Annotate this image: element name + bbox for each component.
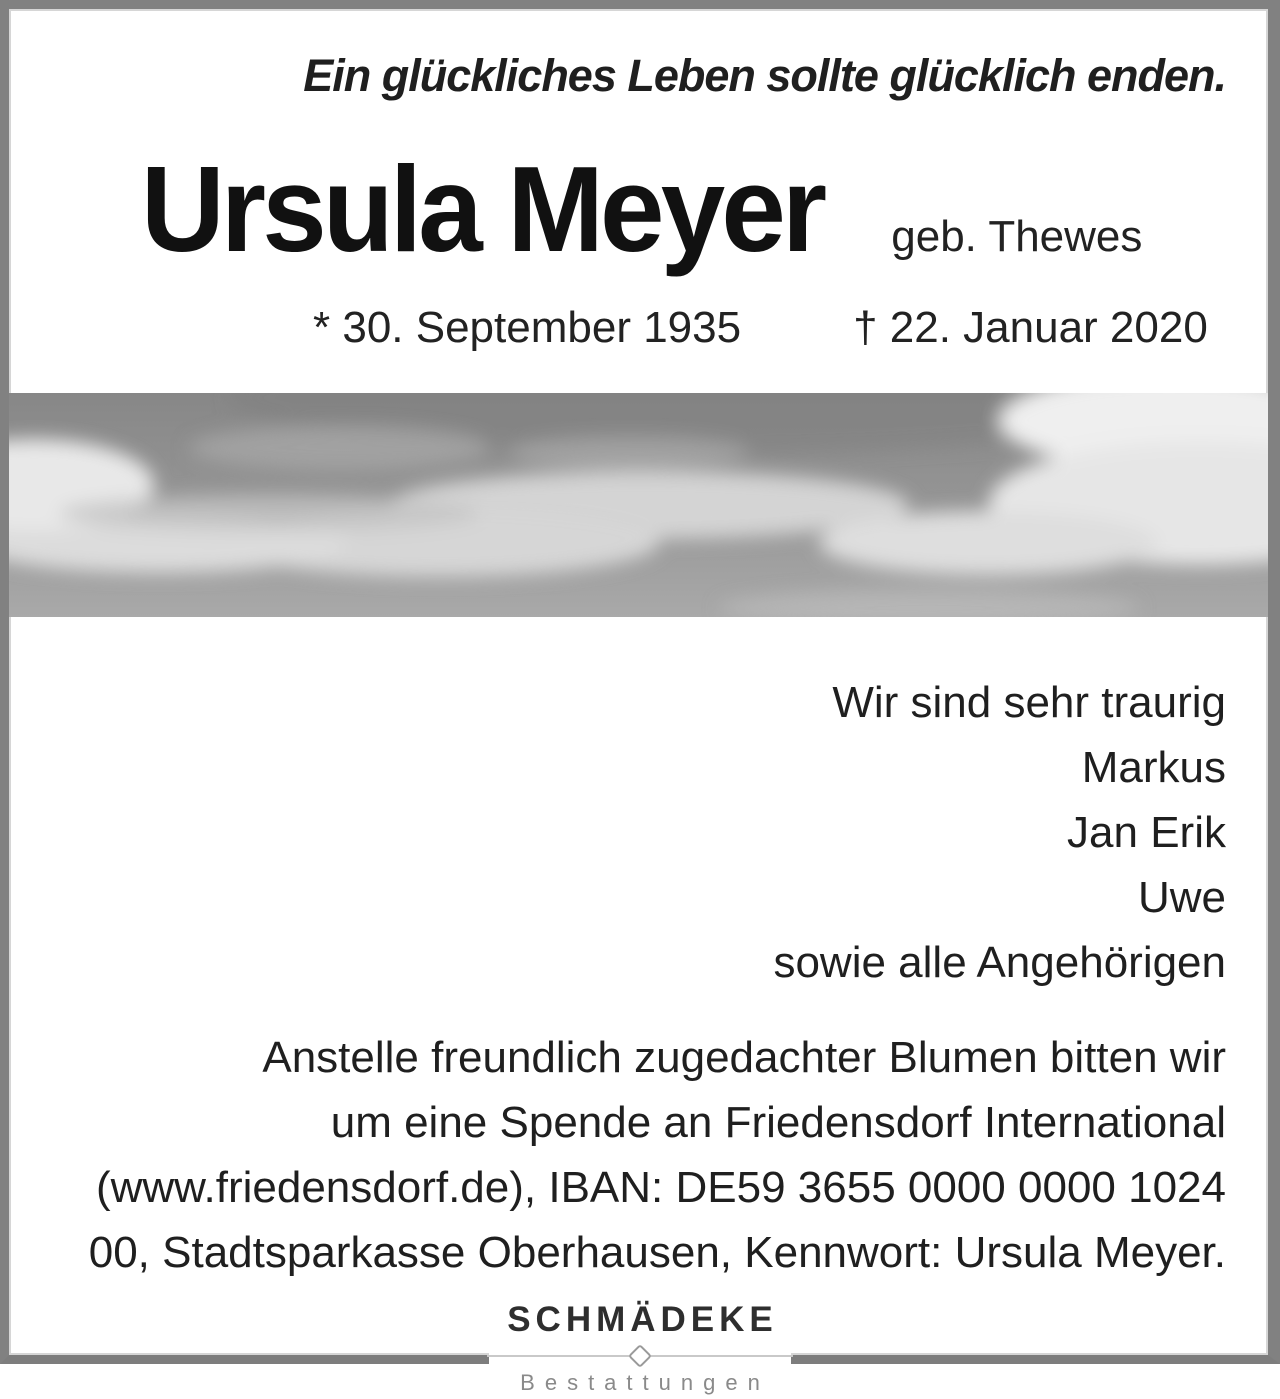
birth-date: * 30. September 1935 [313, 303, 742, 352]
donation-line: (www.friedensdorf.de), IBAN: DE59 3655 0000 0000 1024 [95, 1163, 1226, 1212]
donation-line: um eine Spende an Friedensdorf International [330, 1098, 1226, 1147]
mourners-block [0, 670, 1226, 995]
death-date: † 22. Januar 2020 [853, 303, 1208, 352]
donation-paragraph [30, 1025, 1226, 1285]
logo-divider [489, 1348, 791, 1364]
donation-line: 00, Stadtsparkasse Oberhausen, Kennwort: Ursula Meyer. [88, 1228, 1226, 1277]
funeral-home-name: SCHMÄDEKE [507, 1300, 778, 1339]
maiden-name: geb. Thewes [891, 212, 1143, 261]
deceased-name-row [141, 141, 1143, 277]
donation-line: Anstelle freundlich zugedachter Blumen bitten wir [262, 1033, 1226, 1082]
life-dates [313, 303, 1208, 353]
quote-text: Ein glückliches Leben sollte glücklich enden. [303, 50, 1226, 101]
mourner-name: Markus [1081, 743, 1226, 792]
mourner-name: Jan Erik [1067, 808, 1226, 857]
mourners-intro: Wir sind sehr traurig [832, 678, 1226, 727]
funeral-home-subtitle: Bestattungen [520, 1370, 770, 1396]
mourner-name: Uwe [1137, 873, 1226, 922]
mourners-outro: sowie alle Angehörigen [773, 938, 1226, 987]
diamond-ornament-icon [628, 1344, 652, 1368]
sky-clouds-image [9, 393, 1268, 617]
deceased-name: Ursula Meyer [141, 141, 824, 277]
funeral-home-logo [489, 1278, 791, 1399]
